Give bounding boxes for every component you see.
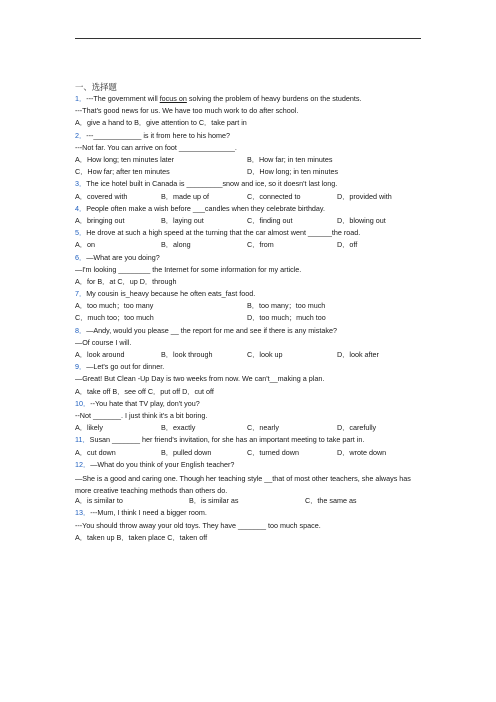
question-5: [75, 229, 425, 253]
option-b: D．How long; in ten minutes: [247, 167, 339, 177]
question-text: —Great! But Clean -Up Day is two weeks from now. We can't__making a plan.: [75, 375, 325, 384]
question-number: 6．: [75, 253, 87, 262]
question-2: [75, 132, 425, 181]
question-line: [75, 107, 425, 119]
question-line: [75, 400, 425, 412]
option-b: B．made up of: [161, 191, 209, 201]
option-b: B．too many；too much: [247, 301, 326, 311]
option-a: A．likely: [75, 423, 103, 433]
question-number: 11．: [75, 436, 90, 445]
option-d: D．look after: [337, 350, 379, 360]
question-text: ---Mum, I think I need a bigger room.: [90, 509, 207, 518]
option-row: [75, 351, 425, 363]
question-number: 8．: [75, 326, 87, 335]
question-text: --You hate that TV play, don't you?: [90, 399, 200, 408]
option-d: D．blowing out: [337, 215, 386, 225]
question-text: —What are you doing?: [86, 253, 160, 262]
question-line: [75, 266, 425, 278]
question-text: --Not _______. I just think it's a bit boring.: [75, 411, 208, 420]
question-number: 13．: [75, 509, 91, 518]
question-text: solving the problem of heavy burdens on the students.: [186, 95, 362, 104]
question-text: ---You should throw away your old toys. They have _______ too much space.: [75, 521, 321, 530]
exam-content: [75, 82, 425, 546]
question-4: [75, 205, 425, 229]
question-number: 5．: [75, 229, 87, 238]
option-row: [75, 534, 425, 546]
question-number: 2．: [75, 131, 87, 140]
question-number: 4．: [75, 204, 87, 213]
option-d: D．off: [337, 240, 358, 250]
option-row: [75, 168, 425, 180]
option-row: [75, 241, 425, 253]
option-row: [75, 388, 425, 400]
option-row: [75, 497, 425, 509]
question-number: 9．: [75, 363, 87, 372]
question-line: [75, 363, 425, 375]
question-line: [75, 509, 425, 521]
option-a: A．covered with: [75, 191, 128, 201]
option-c: C．from: [247, 240, 274, 250]
question-list: [75, 95, 425, 546]
question-number: 10．: [75, 399, 91, 408]
question-text: My cousin is_heavy because he often eats_fast food.: [86, 290, 256, 299]
question-text: —Of course I will.: [75, 338, 132, 347]
question-1: [75, 95, 425, 132]
option-b: B．exactly: [161, 423, 196, 433]
option-b: B．How far; in ten minutes: [247, 155, 333, 165]
option-row: [75, 449, 425, 461]
question-line: [75, 375, 425, 387]
inline-options: A．taken up B．taken place C．taken off: [75, 533, 208, 542]
section-title: 一、选择题: [75, 82, 117, 92]
question-11: [75, 436, 425, 460]
option-c: C．connected to: [247, 191, 301, 201]
question-line: [75, 327, 425, 339]
option-row: [75, 217, 425, 229]
option-row: [75, 314, 425, 326]
question-line: [75, 254, 425, 266]
question-line: [75, 522, 425, 534]
option-a: A．cut down: [75, 447, 116, 457]
option-c: C．turned down: [247, 447, 299, 457]
question-text: —Andy, would you please __ the report for me and see if there is any mistake?: [86, 326, 337, 335]
inline-options: A．for B．at C．up D．through: [75, 277, 177, 286]
question-text: ---That's good news for us. We have too much work to do after school.: [75, 107, 299, 116]
question-number: 7．: [75, 290, 87, 299]
option-a: A．How long; ten minutes later: [75, 155, 175, 165]
option-b: B．look through: [161, 350, 213, 360]
question-8: [75, 327, 425, 364]
option-a: A．bringing out: [75, 215, 125, 225]
option-row: [75, 424, 425, 436]
option-d: D．provided with: [337, 191, 392, 201]
question-number: 3．: [75, 180, 87, 189]
option-row: [75, 119, 425, 131]
option-c: C．look up: [247, 350, 283, 360]
question-12: [75, 461, 425, 510]
inline-options: A．take off B．see off C．put off D．cut off: [75, 387, 214, 396]
underlined-phrase: focus on: [159, 95, 187, 104]
option-b: B．is similar as: [189, 496, 239, 506]
question-10: [75, 400, 425, 437]
question-text: People often make a wish before ___candles when they celebrate birthday.: [86, 204, 325, 213]
question-text: —What do you think of your English teacher?: [90, 460, 235, 469]
question-text: —Let's go out for dinner.: [86, 363, 165, 372]
option-b: B．along: [161, 240, 191, 250]
option-a: A．on: [75, 240, 95, 250]
question-text: ---____________ is it from here to his home?: [86, 131, 231, 140]
option-row: [75, 193, 425, 205]
option-b: D．too much；much too: [247, 313, 326, 323]
header-rule: [75, 38, 421, 39]
question-9: [75, 363, 425, 400]
option-row: [75, 278, 425, 290]
inline-options: A．give a hand to B．give attention to C．take part in: [75, 119, 247, 128]
option-c: C．finding out: [247, 215, 293, 225]
question-text: The ice hotel built in Canada is _________snow and ice, so it doesn't last long.: [86, 180, 338, 189]
option-a: C．much too；too much: [75, 313, 154, 323]
question-text: ---The government will: [86, 95, 160, 104]
question-text: He drove at such a high speed at the turning that the car almost went ______the road.: [86, 229, 361, 238]
option-d: D．carefully: [337, 423, 377, 433]
option-b: B．laying out: [161, 215, 204, 225]
question-line: [75, 436, 425, 448]
option-a: A．look around: [75, 350, 125, 360]
option-d: D．wrote down: [337, 447, 387, 457]
question-6: [75, 254, 425, 291]
option-a: A．too much；too many: [75, 301, 154, 311]
option-c: C．nearly: [247, 423, 279, 433]
question-line: [75, 95, 425, 107]
question-13: [75, 509, 425, 546]
question-line: [75, 473, 425, 497]
question-text: ---Not far. You can arrive on foot ______________.: [75, 143, 237, 152]
question-line: [75, 461, 425, 473]
question-number: 1．: [75, 95, 87, 104]
question-number: 12．: [75, 460, 91, 469]
question-line: [75, 132, 425, 144]
question-3: [75, 180, 425, 204]
question-text: —I'm looking ________ the Internet for some information for my article.: [75, 265, 302, 274]
option-a: A．is similar to: [75, 496, 123, 506]
option-a: C．How far; after ten minutes: [75, 167, 170, 177]
question-text: —She is a good and caring one. Though her teaching style __that of most other teachers, she always has more creative teaching methods than others do.: [75, 473, 411, 496]
question-line: [75, 180, 425, 192]
question-text: Susan _______ her friend's invitation, for she has an important meeting to take part in.: [89, 436, 365, 445]
question-7: [75, 290, 425, 327]
option-b: B．pulled down: [161, 447, 212, 457]
option-c: C．the same as: [305, 496, 357, 506]
